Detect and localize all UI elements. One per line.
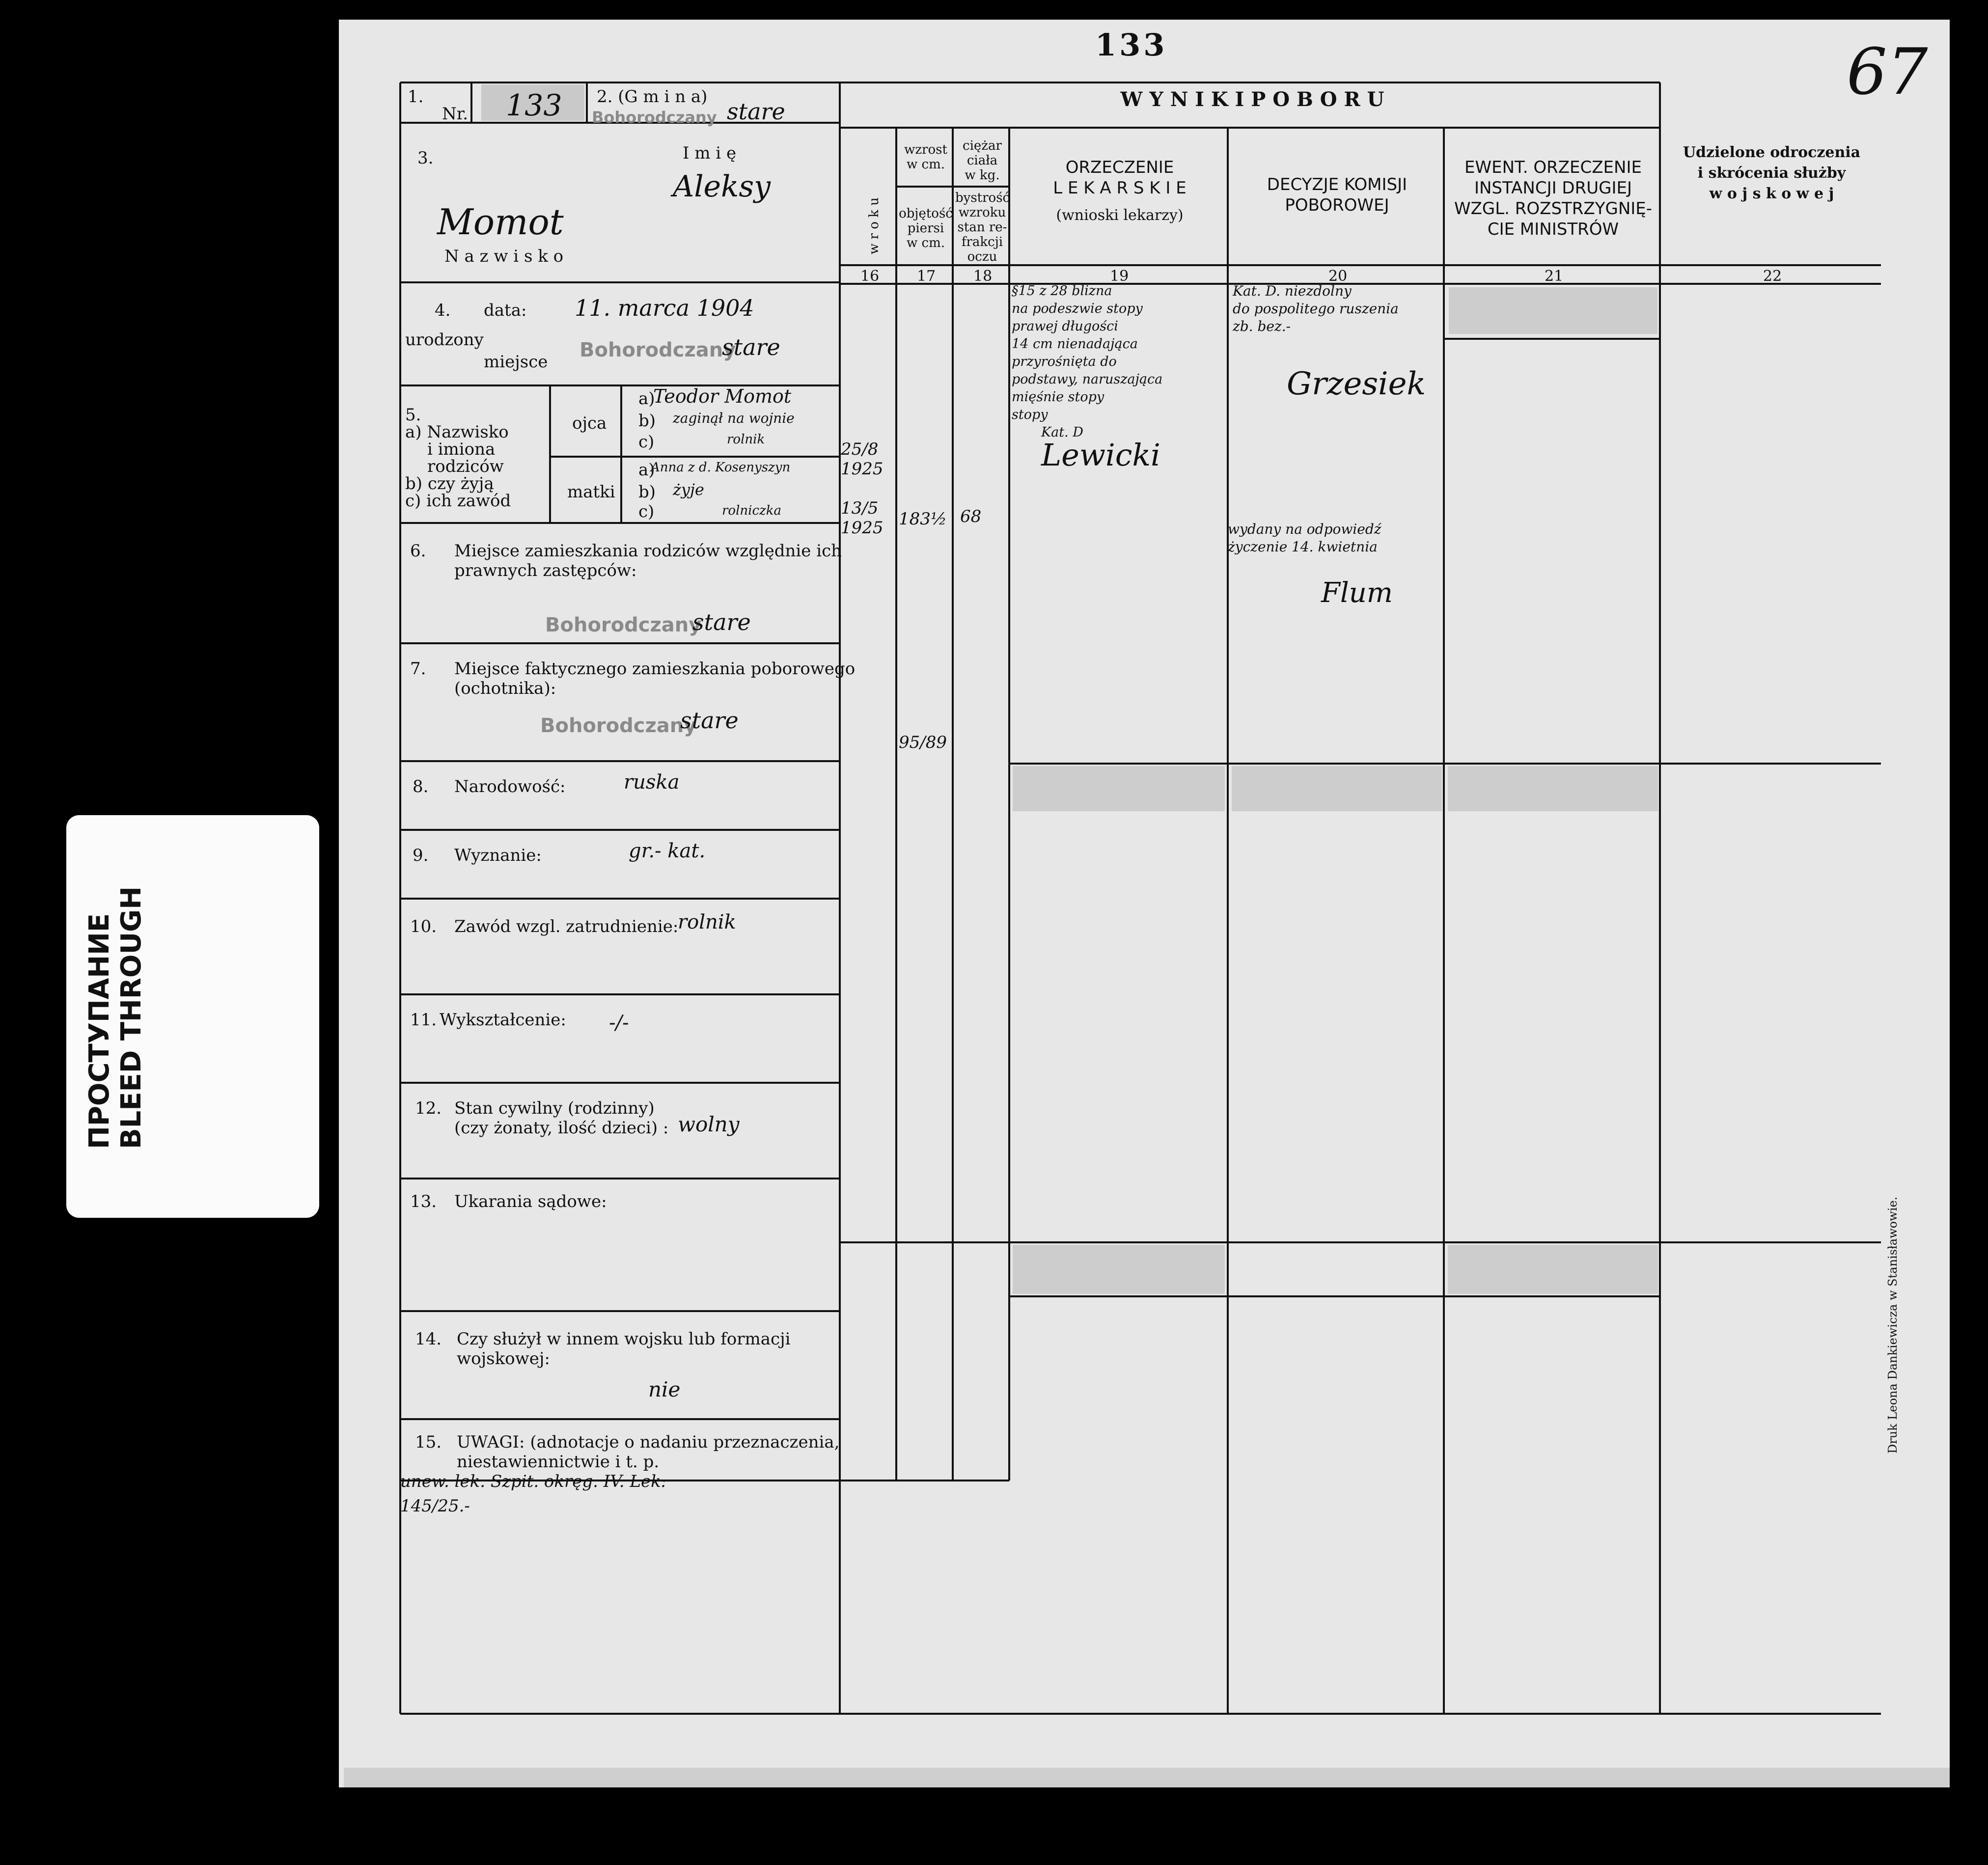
- parents-label-5: c) ich zawód: [405, 491, 511, 511]
- field7-number: 7.: [410, 659, 426, 679]
- col19-header: ORZECZENIE L E K A R S K I E (wnioski lekarzy): [1053, 158, 1187, 224]
- occupation-value: rolnik: [678, 911, 736, 933]
- col20-number: 20: [1328, 268, 1348, 285]
- col18-entry-1: 68: [960, 507, 982, 526]
- marital-status-label-2: (czy żonaty, ilość dzieci) :: [454, 1118, 669, 1138]
- field6-number: 6.: [410, 541, 426, 561]
- field5-number: 5.: [405, 405, 421, 425]
- conscript-residence-label-1: Miejsce faktycznego zamieszkania poborowego: [454, 659, 856, 679]
- field13-number: 13.: [410, 1192, 437, 1211]
- parents-label-2: i imiona: [427, 439, 496, 459]
- mother-occupation: rolniczka: [722, 503, 781, 518]
- religion-value: gr.- kat.: [629, 840, 706, 862]
- mother-label: matki: [567, 482, 615, 502]
- occupation-label: Zawód wzgl. zatrudnienie:: [454, 917, 679, 936]
- parents-residence-label-1: Miejsce zamieszkania rodziców względnie ich: [454, 541, 842, 561]
- other-service-label-2: wojskowej:: [457, 1349, 550, 1369]
- nationality-label: Narodowość:: [454, 777, 566, 796]
- father-label: ojca: [572, 413, 607, 433]
- mother-a-label: a): [638, 460, 655, 480]
- father-occupation: rolnik: [727, 432, 765, 447]
- mother-b-label: b): [638, 482, 656, 502]
- birth-place-stamp: Bohorodczany: [580, 339, 736, 361]
- parents-label-4: b) czy żyją: [405, 474, 494, 494]
- parents-label-1: a) Nazwisko: [405, 422, 509, 442]
- parents-residence-label-2: prawnych zastępców:: [454, 561, 637, 580]
- birth-date-label: data:: [484, 301, 527, 320]
- record-number: 133: [506, 88, 562, 123]
- marital-status-value: wolny: [678, 1112, 740, 1136]
- marital-status-label-1: Stan cywilny (rodzinny): [454, 1098, 655, 1118]
- col20-header: DECYZJE KOMISJI POBOROWEJ: [1267, 175, 1408, 215]
- card-line-2: BLEED THROUGH: [115, 886, 147, 1149]
- father-name: Teodor Momot: [653, 385, 792, 407]
- father-b-label: b): [638, 411, 656, 431]
- field3-number: 3.: [417, 148, 434, 168]
- medical-opinion-text: §15 z 28 blizna na podeszwie stopy prawej długości 14 cm nienadająca przyrośnięta do podstawy, naruszająca mięśnie stopy stopy Kat. D: [1012, 283, 1163, 440]
- col17-entry-2: 95/89: [899, 733, 947, 752]
- col17-number: 17: [917, 268, 936, 285]
- field8-number: 8.: [413, 777, 429, 796]
- first-name-value: Aleksy: [673, 169, 771, 204]
- other-service-value: nie: [648, 1377, 681, 1401]
- mother-status: żyje: [673, 480, 704, 499]
- birth-place-handwritten: stare: [722, 334, 780, 360]
- birth-place-label: miejsce: [484, 352, 548, 372]
- printer-imprint: Druk Leona Dankiewicza w Stanisławowie.: [1886, 1196, 1900, 1454]
- conscript-residence-label-2: (ochotnika):: [454, 679, 556, 698]
- education-value: -/-: [609, 1012, 629, 1034]
- father-c-label: c): [638, 432, 655, 452]
- card-line-1: ПРОСТУПАНИЕ: [83, 913, 115, 1149]
- col16-header: w r o k u: [867, 197, 882, 254]
- religion-label: Wyznanie:: [454, 846, 542, 865]
- field9-number: 9.: [413, 846, 429, 865]
- corner-folio-number: 67: [1847, 34, 1928, 109]
- commission-decision-text-2: wydany na odpowiedź życzenie 14. kwietnia: [1228, 521, 1381, 555]
- gmina-handwritten: stare: [727, 98, 785, 125]
- remarks-value-2: 145/25.-: [400, 1496, 470, 1516]
- page-number: 133: [1095, 27, 1168, 63]
- col18-header-top: ciężar ciała w kg.: [963, 138, 1002, 183]
- other-service-label-1: Czy służył w innem wojsku lub formacji: [457, 1329, 791, 1349]
- col16-number: 16: [860, 268, 880, 285]
- field4-number: 4.: [435, 301, 451, 320]
- nationality-value: ruska: [624, 771, 680, 794]
- parents-residence-handwritten: stare: [692, 609, 751, 635]
- commission-signature-1: Grzesiek: [1287, 366, 1426, 402]
- col21-header: EWENT. ORZECZENIE INSTANCJI DRUGIEJ WZGL. ROZSTRZYGNIĘ- CIE MINISTRÓW: [1454, 158, 1653, 239]
- col18-header-bottom: bystrość wzroku stan re- frakcji oczu: [955, 191, 1010, 264]
- conscript-residence-handwritten: stare: [680, 707, 739, 734]
- birth-date-value: 11. marca 1904: [575, 295, 754, 321]
- field1-nr-label: Nr.: [442, 104, 469, 124]
- col17-header-top: wzrost w cm.: [904, 142, 947, 172]
- col21-number: 21: [1545, 268, 1564, 285]
- conscript-residence-stamp: Bohorodczany: [540, 714, 697, 737]
- father-status: zaginął na wojnie: [673, 410, 795, 426]
- court-records-label: Ukarania sądowe:: [454, 1192, 607, 1211]
- parents-label-3: rodziców: [427, 457, 504, 476]
- col19-number: 19: [1110, 268, 1129, 285]
- mother-name: Anna z d. Kosenyszyn: [651, 460, 791, 475]
- education-label: Wykształcenie:: [440, 1010, 566, 1030]
- col16-entry-1: 25/8 1925: [841, 439, 884, 479]
- remarks-label-2: niestawiennictwie i t. p.: [457, 1452, 660, 1472]
- field1-number: 1.: [408, 87, 424, 107]
- col22-header: Udzielone odroczenia i skrócenia służby w o j s k o w e j: [1683, 144, 1861, 202]
- born-label: urodzony: [405, 330, 484, 350]
- field12-number: 12.: [415, 1098, 442, 1118]
- field10-number: 10.: [410, 917, 437, 936]
- col16-entry-2: 13/5 1925: [841, 498, 884, 538]
- remarks-label-1: UWAGI: (adnotacje o nadaniu przeznaczenia,: [457, 1432, 840, 1452]
- results-title: W Y N I K I P O B O R U: [1120, 88, 1384, 111]
- field11-number: 11.: [410, 1010, 437, 1030]
- medical-signature: Lewicki: [1041, 437, 1160, 473]
- col17-header-bottom: objętość piersi w cm.: [899, 206, 953, 250]
- col18-number: 18: [973, 268, 993, 285]
- col22-number: 22: [1763, 268, 1782, 285]
- field15-number: 15.: [415, 1432, 442, 1452]
- first-name-label: I m i ę: [683, 143, 737, 163]
- gmina-stamp: Bohorodczany: [592, 108, 717, 127]
- col17-entry-1: 183½: [899, 509, 947, 529]
- field2-gmina-label: 2. (G m i n a): [597, 87, 708, 107]
- surname-label: N a z w i s k o: [444, 247, 564, 266]
- parents-residence-stamp: Bohorodczany: [545, 614, 702, 636]
- field14-number: 14.: [415, 1329, 442, 1349]
- remarks-value-1: unew. lek. Szpit. okręg. IV. Lek:: [400, 1472, 667, 1491]
- commission-decision-text: Kat. D. niezdolny do pospolitego ruszenia zb. bez.-: [1233, 283, 1399, 334]
- surname-value: Momot: [437, 201, 564, 243]
- commission-signature-2: Flum: [1321, 577, 1393, 609]
- father-a-label: a): [638, 389, 655, 409]
- bleed-through-label: [83, 886, 147, 1149]
- mother-c-label: c): [638, 502, 655, 521]
